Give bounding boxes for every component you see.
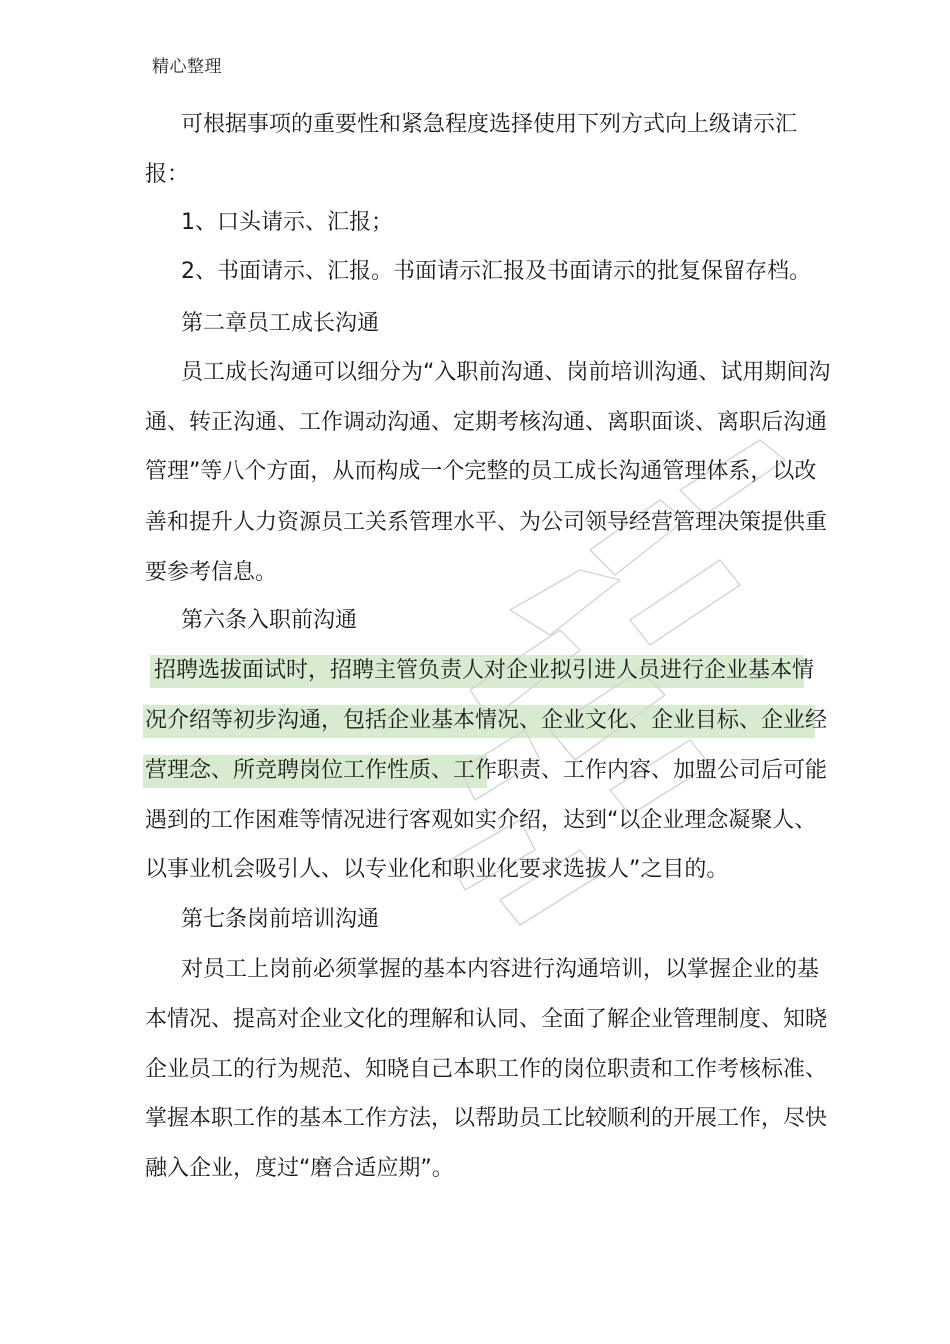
section-heading: 第二章员工成长沟通: [181, 311, 380, 336]
text-line: 报：: [145, 162, 190, 187]
text-line: 2、书面请示、汇报。书面请示汇报及书面请示的批复保留存档。: [181, 259, 811, 284]
text-line: 对员工上岗前必须掌握的基本内容进行沟通培训，以掌握企业的基: [181, 957, 820, 982]
text-line: 融入企业，度过“磨合适应期”。: [145, 1156, 454, 1181]
page-header: 精心整理: [152, 57, 222, 77]
highlighted-text-line: 招聘选拔面试时，招聘主管负责人对企业拟引进人员进行企业基本情: [154, 658, 815, 683]
highlighted-text-line: 营理念、所竞聘岗位工作性质、工作职责、工作内容、加盟公司后可能: [145, 758, 828, 783]
highlighted-text-line: 况介绍等初步沟通，包括企业基本情况、企业文化、企业目标、企业经: [145, 708, 828, 733]
text-line: 本情况、提高对企业文化的理解和认同、全面了解企业管理制度、知晓: [145, 1007, 828, 1032]
text-line: 善和提升人力资源员工关系管理水平、为公司领导经营管理决策提供重: [145, 510, 828, 535]
text-line: 员工成长沟通可以细分为“入职前沟通、岗前培训沟通、试用期间沟: [181, 360, 831, 385]
text-line: 要参考信息。: [145, 560, 278, 585]
text-line: 企业员工的行为规范、知晓自己本职工作的岗位职责和工作考核标准、: [145, 1057, 828, 1082]
text-line: 掌握本职工作的基本工作方法，以帮助员工比较顺利的开展工作，尽快: [145, 1106, 828, 1131]
text-line: 通、转正沟通、工作调动沟通、定期考核沟通、离职面谈、离职后沟通: [145, 410, 828, 435]
text-line: 管理”等八个方面，从而构成一个完整的员工成长沟通管理体系，以改: [145, 459, 817, 484]
text-line: 遇到的工作困难等情况进行客观如实介绍，达到“以企业理念凝聚人、: [145, 808, 817, 833]
text-line: 可根据事项的重要性和紧急程度选择使用下列方式向上级请示汇: [181, 112, 798, 137]
section-heading: 第六条入职前沟通: [181, 608, 358, 633]
section-heading: 第七条岗前培训沟通: [181, 907, 380, 932]
text-line: 1、口头请示、汇报；: [181, 210, 393, 235]
text-line: 以事业机会吸引人、以专业化和职业化要求选拔人”之目的。: [145, 857, 729, 882]
